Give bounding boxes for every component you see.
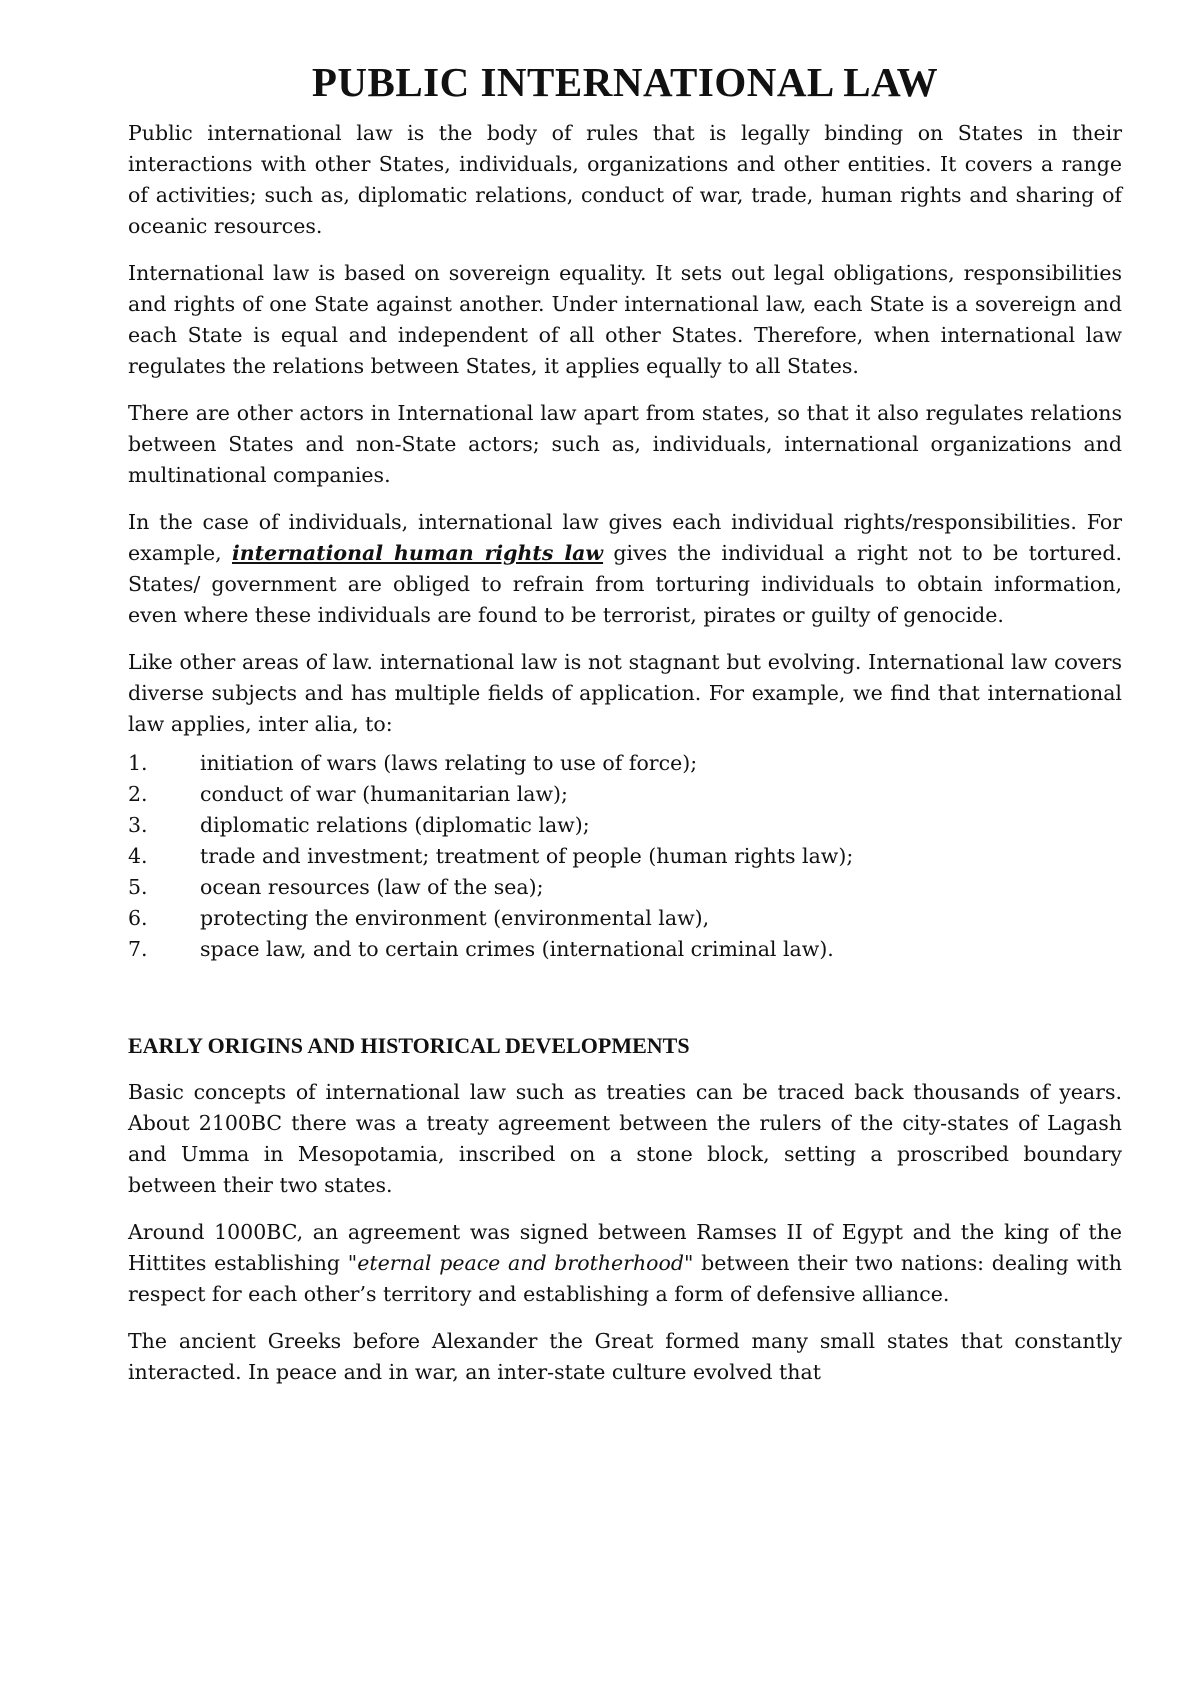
list-item <box>128 903 1122 934</box>
section-heading-origins: EARLY ORIGINS AND HISTORICAL DEVELOPMENTS <box>128 1033 690 1058</box>
paragraph-evolving: Like other areas of law. international law is not stagnant but evolving. International law covers diverse subjects and has multiple fields of application. For example, we find that international law applies, inter alia, to: <box>128 650 1122 736</box>
paragraph-ramses-part-1: Around 1000BC, an agreement was signed between Ramses II of Egypt and the king of the Hittites establishing " <box>128 1220 1122 1275</box>
list-item-text: ocean resources (law of the sea); <box>200 875 544 899</box>
list-item-text: protecting the environment (environmental law), <box>200 906 710 930</box>
paragraph-ramses <box>128 1217 1122 1310</box>
paragraph-individuals <box>128 507 1122 631</box>
fields-list <box>128 748 1122 965</box>
paragraph-individuals-part-1: In the case of individuals, international law gives each individual rights/responsibilities. For example, <box>128 510 1122 565</box>
list-item-number: 1. <box>128 751 148 775</box>
list-item <box>128 872 1122 903</box>
list-item-number: 5. <box>128 875 148 899</box>
paragraph-ramses-part-2: " between their two nations: dealing with respect for each other’s territory and establishing a form of defensive alliance. <box>128 1251 1122 1306</box>
list-item <box>128 779 1122 810</box>
list-item <box>128 934 1122 965</box>
list-item-number: 7. <box>128 937 148 961</box>
list-item <box>128 748 1122 779</box>
list-item-text: space law, and to certain crimes (international criminal law). <box>200 937 834 961</box>
list-item-number: 4. <box>128 844 148 868</box>
list-item-text: diplomatic relations (diplomatic law); <box>200 813 590 837</box>
list-item-number: 2. <box>128 782 148 806</box>
list-item-number: 6. <box>128 906 148 930</box>
list-item <box>128 810 1122 841</box>
list-item-number: 3. <box>128 813 148 837</box>
emphasis-human-rights-law: international human rights law <box>231 541 604 565</box>
list-item-text: trade and investment; treatment of people (human rights law); <box>200 844 854 868</box>
paragraph-other-actors: There are other actors in International law apart from states, so that it also regulates relations between States and non-State actors; such as, individuals, international organizations and multinational companies. <box>128 401 1122 487</box>
list-item-text: initiation of wars (laws relating to use of force); <box>200 751 698 775</box>
paragraph-sovereign-equality: International law is based on sovereign equality. It sets out legal obligations, responsibilities and rights of one State against another. Under international law, each State is a sovereign and each State is equal and independent of all other States. Therefore, when international law regulates the relations between States, it applies equally to all States. <box>128 261 1122 378</box>
paragraph-definition: Public international law is the body of rules that is legally binding on States in their interactions with other States, individuals, organizations and other entities. It covers a range of activities; such as, diplomatic relations, conduct of war, trade, human rights and sharing of oceanic resources. <box>128 121 1122 238</box>
document-page <box>128 58 1122 1404</box>
list-item-text: conduct of war (humanitarian law); <box>200 782 568 806</box>
list-item <box>128 841 1122 872</box>
paragraph-greeks: The ancient Greeks before Alexander the Great formed many small states that constantly interacted. In peace and in war, an inter-state culture evolved that <box>128 1329 1122 1384</box>
emphasis-eternal-peace: eternal peace and brotherhood <box>357 1251 684 1275</box>
paragraph-treaties: Basic concepts of international law such as treaties can be traced back thousands of years. About 2100BC there was a treaty agreement between the rulers of the city-states of Lagash and Umma in Mesopotamia, inscribed on a stone block, setting a proscribed boundary between their two states. <box>128 1080 1122 1197</box>
paragraph-individuals-part-2: gives the individual a right not to be tortured. States/ government are obliged to refrain from torturing individuals to obtain information, even where these individuals are found to be terrorist, pirates or guilty of genocide. <box>128 541 1122 627</box>
page-title: PUBLIC INTERNATIONAL LAW <box>311 59 939 105</box>
